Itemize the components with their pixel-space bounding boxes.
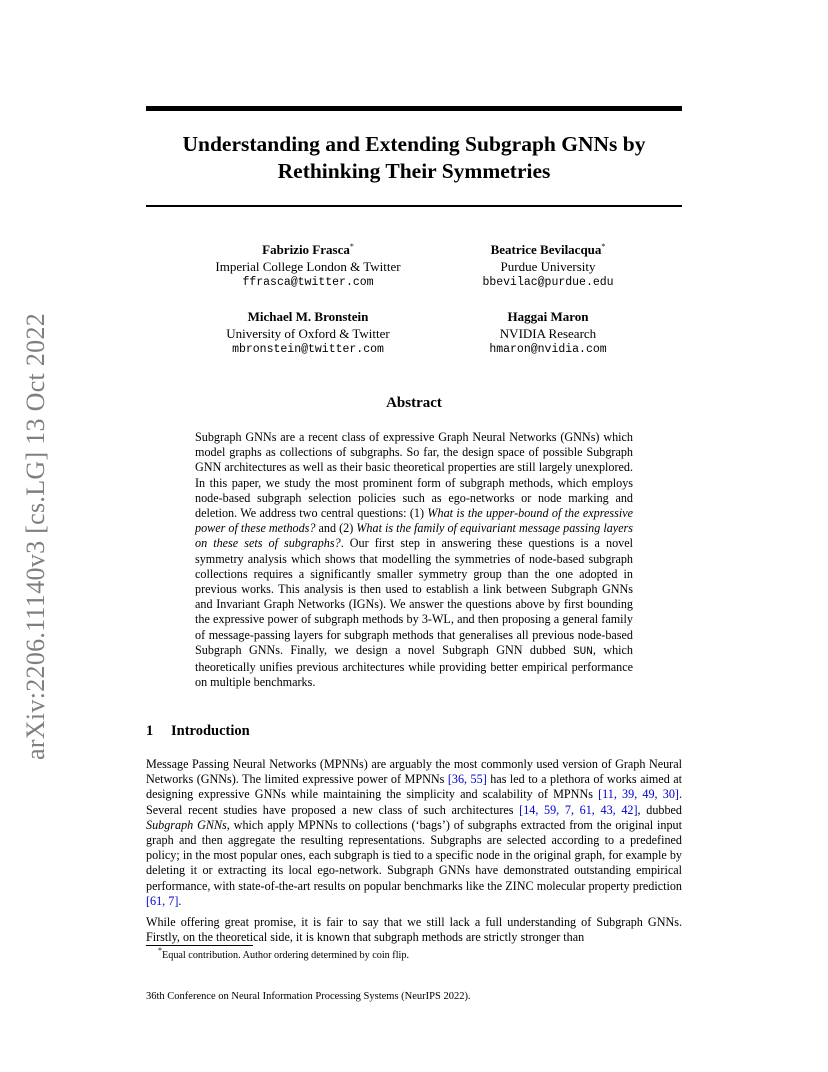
author-email[interactable]: hmaron@nvidia.com (489, 343, 607, 356)
author-affiliation: Imperial College London & Twitter (215, 258, 401, 274)
conference-note: 36th Conference on Neural Information Processing Systems (NeurIPS 2022). (146, 991, 471, 1002)
arxiv-identifier: arXiv:2206.11140v3 [cs.LG] 13 Oct 2022 (21, 312, 50, 760)
author-email[interactable]: ffrasca@twitter.com (242, 276, 374, 289)
author-affiliation: University of Oxford & Twitter (226, 325, 390, 341)
author-email[interactable]: mbronstein@twitter.com (232, 343, 384, 356)
paragraph: Message Passing Neural Networks (MPNNs) are arguably the most commonly used version of Graph Neural Networks (GNNs). The limited expressive power of MPNNs [36, 55] has led to a plethora of works aimed at designing expressive GNNs while maintaining the simplicity and scalability of MPNNs [11, 39, 49, 30]. Several recent studies have proposed a new class of such architectures [14, 59, 7, 61, 43, 42], dubbed Subgraph GNNs, which apply MPNNs to collections (‘bags’) of subgraphs extracted from the original input graph and then aggregate the resulting representations. Subgraphs are selected according to a predefined policy; in the most popular ones, each subgraph is tied to a specific node in the original graph, for example by deleting it or extracting its local ego-network. Subgraph GNNs have demonstrated outstanding empirical performance, with state-of-the-art results on popular benchmarks like the ZINC molecular property prediction [61, 7]. (146, 757, 683, 908)
paper-title: Understanding and Extending Subgraph GNNs by Rethinking Their Symmetries (182, 132, 646, 183)
citation-link[interactable]: [14, 59, 7, 61, 43, 42] (519, 802, 638, 817)
author-email[interactable]: bbevilac@purdue.edu (482, 276, 614, 289)
author-block (418, 309, 678, 359)
paragraph: While offering great promise, it is fair to say that we still lack a full understanding of Subgraph GNNs. Firstly, on the theoretical side, it is known that subgraph methods are strictly stronger than (146, 915, 682, 945)
footnote-rule (146, 945, 253, 946)
author-name: Fabrizio Frasca* (262, 242, 354, 257)
author-block (178, 309, 438, 359)
citation-link[interactable]: [36, 55] (447, 772, 487, 787)
author-block (418, 242, 678, 292)
citation-link[interactable]: [61, 7] (146, 893, 179, 908)
footnote: *Equal contribution. Author ordering determined by coin flip. (158, 946, 409, 961)
author-block (178, 242, 438, 292)
author-affiliation: NVIDIA Research (499, 325, 597, 341)
abstract-text: Subgraph GNNs are a recent class of expressive Graph Neural Networks (GNNs) which model graphs as collections of subgraphs. So far, the design space of possible Subgraph GNN architectures as well as their basic theoretical properties are still largely unexplored. In this paper, we study the most prominent form of subgraph methods, which employs node-based subgraph selection policies such as ego-networks or node marking and deletion. We address two central questions: (1) What is the upper-bound of the expressive power of these methods? and (2) What is the family of equivariant message passing layers on these sets of subgraphs?. Our first step in answering these questions is a novel symmetry analysis which shows that modelling the symmetries of node-based subgraph collections requires a significantly smaller symmetry group than the one adopted in previous works. This analysis is then used to establish a link between Subgraph GNNs and Invariant Graph Networks (IGNs). We answer the questions above by first bounding the expressive power of subgraph methods by 3-WL, and then proposing a general family of message-passing layers for subgraph methods that generalises all previous node-based Subgraph GNNs. Finally, we design a novel Subgraph GNN dubbed SUN, which theoretically unifies previous architectures while providing better empirical performance on multiple benchmarks. (195, 430, 633, 690)
citation-link[interactable]: [11, 39, 49, 30] (598, 787, 679, 802)
author-name: Haggai Maron (507, 309, 589, 324)
section-body (146, 757, 682, 951)
author-affiliation: Purdue University (500, 258, 596, 274)
author-name: Michael M. Bronstein (247, 309, 369, 324)
author-name: Beatrice Bevilacqua* (490, 242, 606, 257)
section-heading: 1 Introduction (146, 723, 250, 739)
title-bottom-rule (146, 205, 682, 207)
title-top-rule (146, 106, 682, 111)
abstract-heading: Abstract (386, 395, 442, 411)
